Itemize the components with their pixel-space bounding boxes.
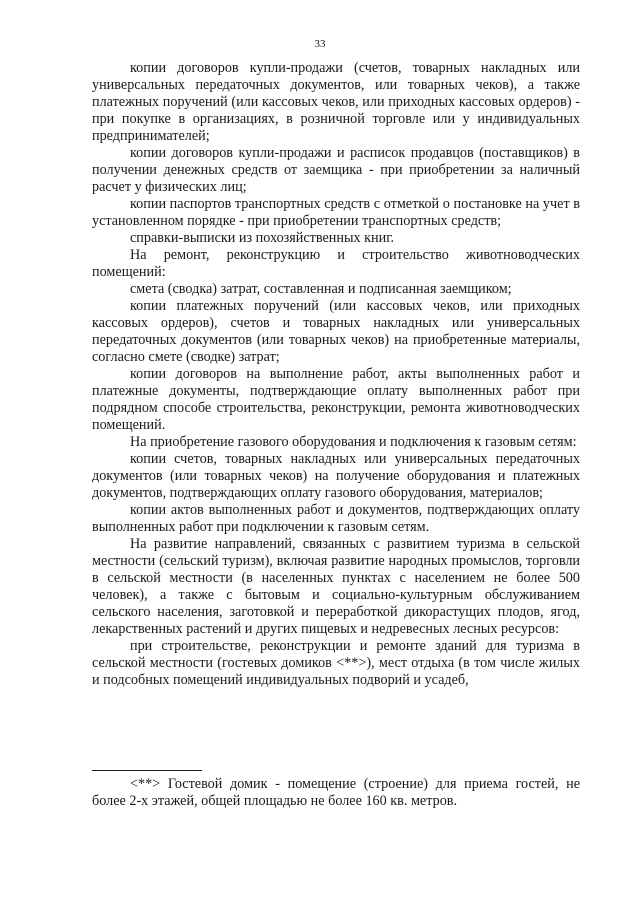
paragraph: копии счетов, товарных накладных или универсальных передаточных документов (или товарных чеков) на получение оборудования и платежных документов, подтверждающих оплату газового оборудования, материалов; (92, 451, 580, 501)
footnote-divider (92, 770, 202, 771)
paragraph: копии договоров купли-продажи (счетов, товарных накладных или универсальных передаточных документов, или товарных чеков), а также платежных поручений (или кассовых чеков, или приходных кассовых ордеров) - при покупке в организациях, в розничной торговле или у индивидуальных предпринимателей; (92, 60, 580, 144)
paragraph: копии актов выполненных работ и документов, подтверждающих оплату выполненных работ при подключении к газовым сетям. (92, 502, 580, 535)
paragraph: копии паспортов транспортных средств с отметкой о постановке на учет в установленном порядке - при приобретении транспортных средств; (92, 196, 580, 229)
paragraph: копии договоров на выполнение работ, акты выполненных работ и платежные документы, подтверждающие оплату выполненных работ при подрядном способе строительства, реконструкции, ремонта животноводческих помещений. (92, 366, 580, 433)
footnote: <**> Гостевой домик - помещение (строение) для приема гостей, не более 2-х этажей, общей площадью не более 160 кв. метров. (92, 776, 580, 809)
section-heading: На приобретение газового оборудования и подключения к газовым сетям: (130, 434, 577, 450)
paragraph: копии договоров купли-продажи и расписок продавцов (поставщиков) в получении денежных средств от заемщика - при приобретении за наличный расчет у физических лиц; (92, 145, 580, 195)
paragraph: смета (сводка) затрат, составленная и подписанная заемщиком; (130, 281, 512, 297)
section-heading: На развитие направлений, связанных с развитием туризма в сельской местности (сельский туризм), включая развитие народных промыслов, торговли в сельской местности (в населенных пунктах с населением не более 500 человек), а также с бытовым и социально-культурным обслуживанием сельского населения, заготовкой и переработкой дикорастущих плодов, ягод, лекарственных растений и других пищевых и недревесных лесных ресурсов: (92, 536, 580, 637)
page-number: 33 (314, 38, 326, 50)
paragraph: справки-выписки из похозяйственных книг. (130, 230, 394, 246)
document-body (92, 60, 580, 689)
paragraph: при строительстве, реконструкции и ремонте зданий для туризма в сельской местности (гостевых домиков <**>), мест отдыха (в том числе жилых и подсобных помещений индивидуальных подворий и усадеб, (92, 638, 580, 688)
paragraph: копии платежных поручений (или кассовых чеков, или приходных кассовых ордеров), счетов и товарных накладных или универсальных передаточных документов (или товарных чеков) на приобретенные материалы, согласно смете (сводке) затрат; (92, 298, 580, 365)
section-heading: На ремонт, реконструкцию и строительство животноводческих помещений: (92, 247, 580, 280)
